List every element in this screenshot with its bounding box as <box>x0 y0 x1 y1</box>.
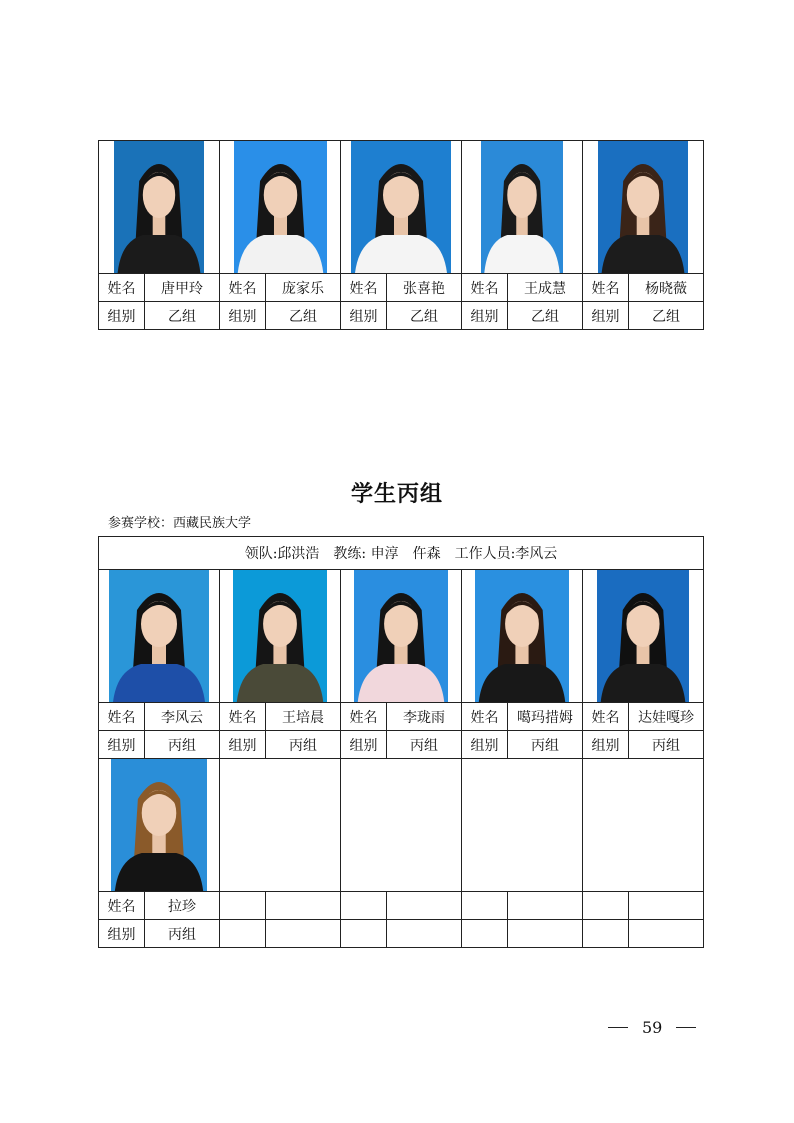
member-name: 李珑雨 <box>387 703 462 731</box>
section-b-roster <box>98 140 704 330</box>
group-label: 组别 <box>462 731 508 759</box>
member-name: 李风云 <box>145 703 220 731</box>
member-group: 乙组 <box>508 302 583 330</box>
member-photo <box>234 141 327 273</box>
name-label: 姓名 <box>583 274 629 302</box>
member-photo <box>354 570 448 702</box>
member-group: 乙组 <box>629 302 704 330</box>
empty-cell <box>341 892 387 920</box>
name-label: 姓名 <box>99 274 145 302</box>
member-name: 噶玛措姆 <box>508 703 583 731</box>
empty-cell <box>220 920 266 948</box>
name-label: 姓名 <box>99 892 145 920</box>
member-name: 王培晨 <box>266 703 341 731</box>
name-label: 姓名 <box>341 274 387 302</box>
group-label: 组别 <box>99 302 145 330</box>
section-title: 学生丙组 <box>350 481 443 507</box>
member-photo <box>109 570 209 702</box>
name-label: 姓名 <box>462 703 508 731</box>
member-photo <box>111 759 207 891</box>
member-name: 拉珍 <box>145 892 220 920</box>
group-label: 组别 <box>583 731 629 759</box>
dash-left <box>608 1027 628 1028</box>
empty-cell <box>462 892 508 920</box>
page-number-value: 59 <box>642 1018 663 1037</box>
member-group: 乙组 <box>387 302 462 330</box>
empty-photo-cell <box>341 759 462 892</box>
empty-cell <box>387 920 462 948</box>
member-name: 唐甲玲 <box>145 274 220 302</box>
empty-cell <box>266 920 341 948</box>
member-photo <box>481 141 563 273</box>
member-group: 丙组 <box>145 731 220 759</box>
member-group: 乙组 <box>145 302 220 330</box>
member-group: 丙组 <box>508 731 583 759</box>
name-label: 姓名 <box>220 703 266 731</box>
group-label: 组别 <box>341 302 387 330</box>
empty-cell <box>462 920 508 948</box>
member-group: 乙组 <box>266 302 341 330</box>
group-label: 组别 <box>99 731 145 759</box>
empty-photo-cell <box>220 759 341 892</box>
member-group: 丙组 <box>387 731 462 759</box>
group-label: 组别 <box>220 731 266 759</box>
member-group: 丙组 <box>266 731 341 759</box>
empty-cell <box>508 920 583 948</box>
group-label: 组别 <box>462 302 508 330</box>
school-line: 参赛学校：西藏民族大学 <box>108 516 252 531</box>
name-label: 姓名 <box>99 703 145 731</box>
member-name: 庞家乐 <box>266 274 341 302</box>
member-photo <box>351 141 451 273</box>
member-name: 张喜艳 <box>387 274 462 302</box>
name-label: 姓名 <box>583 703 629 731</box>
empty-photo-cell <box>462 759 583 892</box>
empty-cell <box>583 892 629 920</box>
member-name: 王成慧 <box>508 274 583 302</box>
empty-cell <box>629 920 704 948</box>
member-name: 杨晓薇 <box>629 274 704 302</box>
member-group: 丙组 <box>629 731 704 759</box>
empty-cell <box>583 920 629 948</box>
member-group: 丙组 <box>145 920 220 948</box>
empty-cell <box>387 892 462 920</box>
empty-cell <box>266 892 341 920</box>
name-label: 姓名 <box>341 703 387 731</box>
empty-cell <box>629 892 704 920</box>
member-photo <box>598 141 688 273</box>
group-label: 组别 <box>341 731 387 759</box>
group-label: 组别 <box>220 302 266 330</box>
name-label: 姓名 <box>220 274 266 302</box>
name-label: 姓名 <box>462 274 508 302</box>
section-c-roster <box>98 536 704 948</box>
member-photo <box>475 570 569 702</box>
dash-right <box>676 1027 696 1028</box>
empty-cell <box>508 892 583 920</box>
page-number <box>608 1018 696 1037</box>
group-label: 组别 <box>99 920 145 948</box>
member-name: 达娃嘎珍 <box>629 703 704 731</box>
member-photo <box>114 141 204 273</box>
team-staff-line: 领队:邱洪浩 教练: 申淳 仵森 工作人员:李风云 <box>99 537 704 570</box>
member-photo <box>597 570 689 702</box>
empty-cell <box>341 920 387 948</box>
group-label: 组别 <box>583 302 629 330</box>
empty-photo-cell <box>583 759 704 892</box>
member-photo <box>233 570 327 702</box>
empty-cell <box>220 892 266 920</box>
